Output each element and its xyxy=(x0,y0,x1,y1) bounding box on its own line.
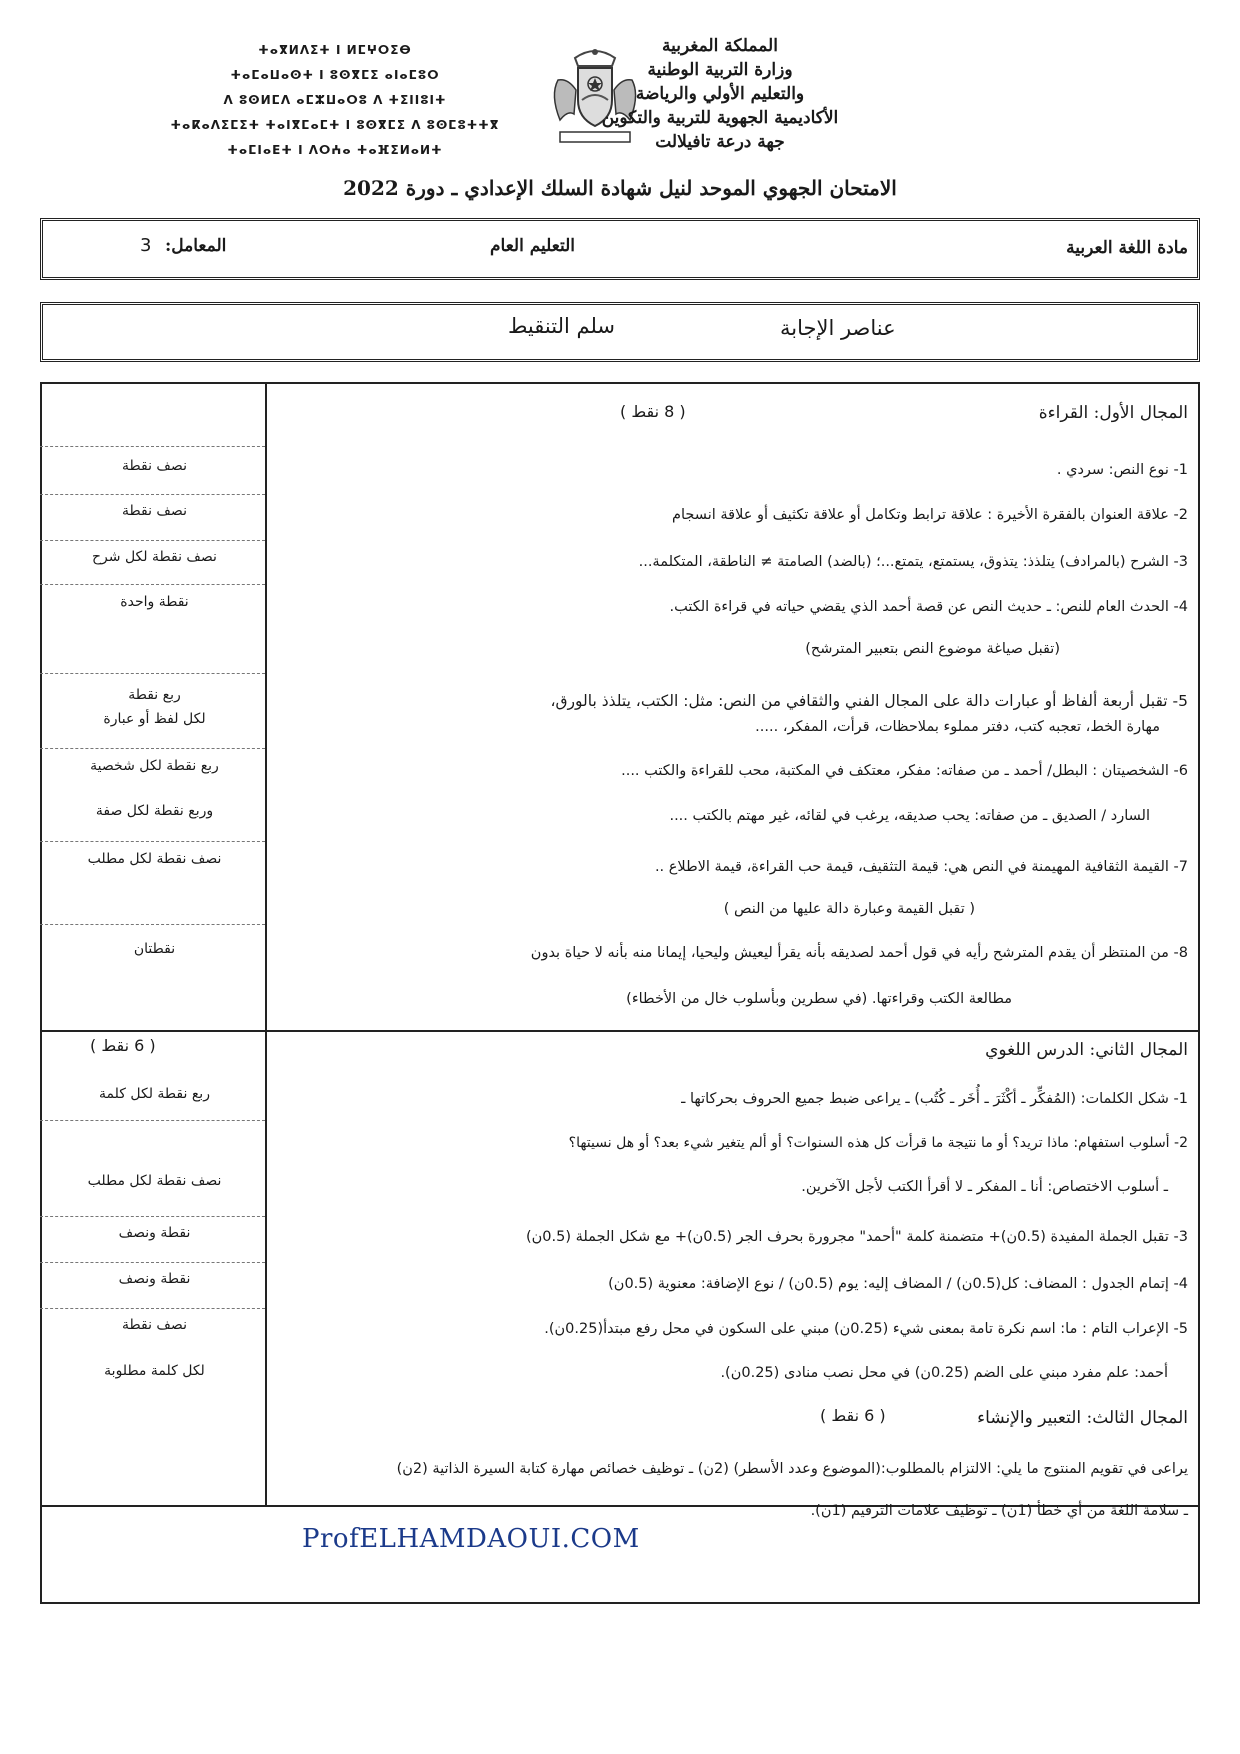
row-divider xyxy=(40,584,265,585)
answer-line: 8- من المنتظر أن يقدم المترشح رأيه في قول أحمد لصديقه بأنه يقرأ ليعيش وليحيا، إيمانا منه بأنه لا حياة بدون xyxy=(530,945,1188,961)
answer-line: 3- تقبل الجملة المفيدة (0.5ن)+ متضمنة كلمة "أحمد" مجرورة بحرف الجر (0.5ن)+ مع شكل الجملة (0.5ن) xyxy=(525,1229,1188,1245)
row-divider xyxy=(40,1120,265,1121)
row-divider xyxy=(40,1262,265,1263)
coef-label: المعامل: xyxy=(165,236,227,256)
subject-name: مادة اللغة العربية xyxy=(1066,238,1188,258)
answer-line: ـ سلامة اللغة من أي خطأ (1ن) ـ توظيف علامات الترقيم (1ن). xyxy=(810,1503,1188,1519)
header-line: جهة درعة تافيلالت xyxy=(655,132,785,152)
tifinagh-line: ⵜⴰⵎⵏⴰⴹⵜ ⵏ ⴷⵔⵄⴰ ⵜⴰⴼⵉⵍⴰⵍⵜ xyxy=(227,143,443,157)
columns-header-box xyxy=(40,302,1200,362)
answer-line: ( تقبل القيمة وعبارة دالة عليها من النص ) xyxy=(723,901,975,917)
tifinagh-line: ⵜⴰⴳⵍⴷⵉⵜ ⵏ ⵍⵎⵖⵔⵉⴱ xyxy=(258,43,412,57)
tifinagh-header xyxy=(150,38,520,163)
answer-line: 1- نوع النص: سردي . xyxy=(1056,462,1188,478)
answer-line: 1- شكل الكلمات: (المُفكِّر ـ أكْثَرَ ـ أُخَر ـ كُتُب) ـ يراعى ضبط جميع الحروف بحركاتها ـ xyxy=(681,1091,1188,1107)
tifinagh-line: ⵜⴰⵎⴰⵡⴰⵙⵜ ⵏ ⵓⵙⴳⵎⵉ ⴰⵏⴰⵎⵓⵔ xyxy=(230,68,440,82)
row-divider xyxy=(40,748,265,749)
score-text: نصف نقطة لكل مطلب xyxy=(87,851,222,867)
answer-line: 7- القيمة الثقافية المهيمنة في النص هي: قيمة التثقيف، قيمة حب القراءة، قيمة الاطلاع .. xyxy=(654,859,1188,875)
score-text: نصف نقطة xyxy=(122,458,187,474)
row-divider xyxy=(40,924,265,925)
score-text: نصف نقطة لكل شرح xyxy=(92,549,217,565)
section3-points: ( 6 نقط ) xyxy=(820,1406,886,1425)
answer-line: السارد / الصديق ـ من صفاته: يحب صديقه، يرغب في لقائه، غير مهتم بالكتب .... xyxy=(669,808,1150,824)
watermark-text: ProfELHAMDAOUI.COM xyxy=(302,1524,640,1554)
score-text: نقطة ونصف xyxy=(118,1225,191,1241)
row-divider xyxy=(40,841,265,842)
score-text: لكل لفظ أو عبارة xyxy=(103,711,206,727)
answer-line: أحمد: علم مفرد مبني على الضم (0.25ن) في محل نصب منادى (0.25ن). xyxy=(720,1365,1168,1381)
score-text: ربع نقطة لكل شخصية xyxy=(90,758,219,774)
row-divider xyxy=(40,540,265,541)
row-divider xyxy=(40,1308,265,1309)
row-divider xyxy=(40,494,265,495)
score-text: ربع نقطة لكل كلمة xyxy=(99,1086,210,1102)
section-divider xyxy=(40,1030,1200,1032)
header-line: وزارة التربية الوطنية xyxy=(647,60,793,80)
tifinagh-line: ⵜⴰⴽⴰⴷⵉⵎⵉⵜ ⵜⴰⵏⴳⵎⴰⵎⵜ ⵏ ⵓⵙⴳⵎⵉ ⴷ ⵓⵙⵎⵓⵜⵜⴳ xyxy=(170,118,500,132)
answer-line: 2- أسلوب استفهام: ماذا تريد؟ أو ما نتيجة ما قرأت كل هذه السنوات؟ أو ألم يتغير شيء بعد؟ أو هل نسيتها؟ xyxy=(568,1135,1188,1151)
arabic-header xyxy=(555,34,885,154)
row-divider xyxy=(40,673,265,674)
answers-column-title: عناصر الإجابة xyxy=(780,316,896,340)
answer-line: 2- علاقة العنوان بالفقرة الأخيرة : علاقة ترابط وتكامل أو علاقة تكثيف أو علاقة انسجام xyxy=(672,507,1188,523)
header-line: الأكاديمية الجهوية للتربية والتكوين xyxy=(601,108,839,128)
answer-line: (تقبل صياغة موضوع النص بتعبير المترشح) xyxy=(805,641,1060,657)
header-line: والتعليم الأولي والرياضة xyxy=(635,84,805,104)
answer-line: 3- الشرح (بالمرادف) يتلذذ: يتذوق، يستمتع، يتمتع...؛ (بالضد) الصامتة ≠ الناطقة، المتكلمة... xyxy=(638,554,1188,570)
answer-line: 5- الإعراب التام : ما: اسم نكرة تامة بمعنى شيء (0.25ن) مبني على السكون في محل رفع مبتدأ(0.25ن). xyxy=(544,1321,1188,1337)
coef-value: 3 xyxy=(140,235,152,256)
column-divider xyxy=(265,382,267,1506)
score-text: نقطتان xyxy=(133,941,176,957)
header-line: المملكة المغربية xyxy=(662,36,778,56)
tifinagh-line: ⴷ ⵓⵙⵍⵎⴷ ⴰⵎⵣⵡⴰⵔⵓ ⴷ ⵜⵉⵏⵏⵓⵏⵜ xyxy=(223,93,447,107)
score-text: ربع نقطة xyxy=(128,687,181,703)
answer-line: 4- إتمام الجدول : المضاف: كل(0.5ن) / المضاف إليه: يوم (0.5ن) / نوع الإضافة: معنوية (0.5ن) xyxy=(608,1276,1188,1292)
answer-line: يراعى في تقويم المنتوج ما يلي: الالتزام بالمطلوب:(الموضوع وعدد الأسطر) (2ن) ـ توظيف خصائص مهارة كتابة السيرة الذاتية (2ن) xyxy=(396,1461,1188,1477)
answer-line: 4- الحدث العام للنص: ـ حديث النص عن قصة أحمد الذي يقضي حياته في قراءة الكتب. xyxy=(669,599,1188,615)
score-text: نقطة ونصف xyxy=(118,1271,191,1287)
subject-track: التعليم العام xyxy=(490,236,576,256)
answer-line: 5- تقبل أربعة ألفاظ أو عبارات دالة على المجال الفني والثقافي من النص: مثل: الكتب، يتلذذ بالورق، xyxy=(550,692,1188,710)
answer-line: 6- الشخصيتان : البطل/ أحمد ـ من صفاته: مفكر، معتكف في المكتبة، محب للقراءة والكتب .... xyxy=(621,763,1188,779)
section2-points: ( 6 نقط ) xyxy=(90,1036,156,1055)
score-text: وربع نقطة لكل صفة xyxy=(95,803,214,819)
section1-title: المجال الأول: القراءة xyxy=(1038,403,1188,423)
score-text: نصف نقطة لكل مطلب xyxy=(87,1173,222,1189)
score-text: نصف نقطة xyxy=(122,503,187,519)
score-text: لكل كلمة مطلوبة xyxy=(104,1363,205,1379)
answer-line: مطالعة الكتب وقراءتها. (في سطرين وبأسلوب خال من الأخطاء) xyxy=(626,991,1012,1007)
answer-line: مهارة الخط، تعجبه كتب، دفتر مملوء بملاحظات، قرأت، المفكر، ..... xyxy=(755,719,1160,735)
exam-title: الامتحان الجهوي الموحد لنيل شهادة السلك الإعدادي ـ دورة 2022 xyxy=(343,176,897,200)
score-text: نصف نقطة xyxy=(122,1317,187,1333)
scale-column-title: سلم التنقيط xyxy=(508,314,615,338)
score-text: نقطة واحدة xyxy=(120,594,189,610)
row-divider xyxy=(40,1216,265,1217)
section1-points: ( 8 نقط ) xyxy=(620,402,686,421)
row-divider xyxy=(40,446,265,447)
section3-title: المجال الثالث: التعبير والإنشاء xyxy=(977,1408,1188,1428)
section2-title: المجال الثاني: الدرس اللغوي xyxy=(985,1040,1188,1060)
answer-line: ـ أسلوب الاختصاص: أنا ـ المفكر ـ لا أقرأ الكتب لأجل الآخرين. xyxy=(801,1179,1168,1195)
